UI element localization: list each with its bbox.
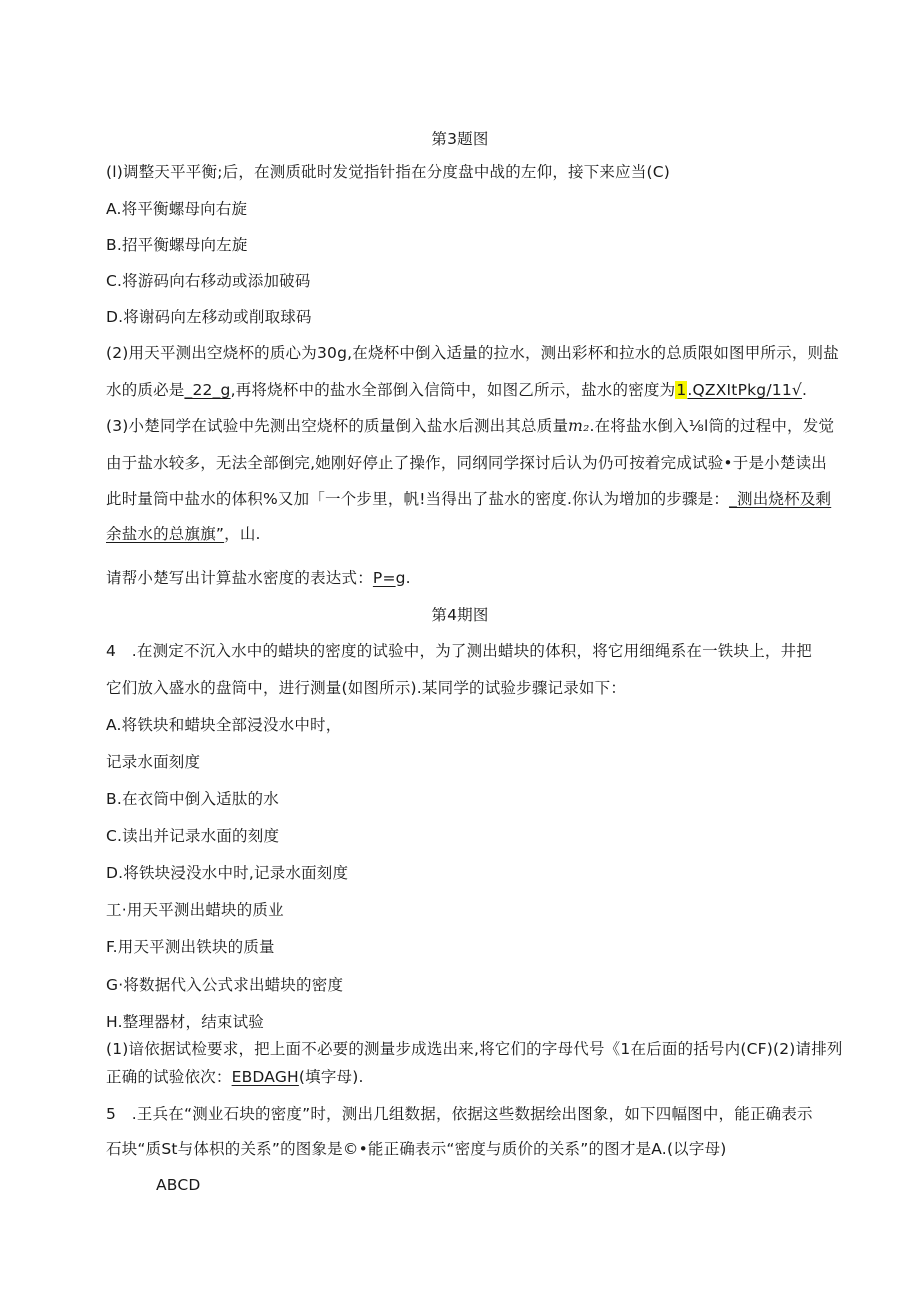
q4-step-a2: 记录水面刻度	[106, 753, 201, 771]
q3-option-b: B.招平衡螺母向左旋	[106, 236, 248, 254]
q3-part3-text-a: (3)小楚同学在试验中先测出空烧杯的质量倒入盐水后测出其总质量	[106, 417, 569, 435]
q4-step-a1: A.将铁块和蜡块全部浸没水中时，	[106, 716, 342, 734]
q4-step-c: C.读出并记录水面的刻度	[106, 827, 280, 845]
q3-part1: (l)调整天平平衡;后，在测质砒时发觉指针指在分度盘中战的左仰，接下来应当(C)	[106, 163, 671, 181]
q3-option-c: C.将游码向右移动或添加破码	[106, 272, 311, 290]
q3-part2-line1: (2)用天平测出空烧杯的质心为30g,在烧杯中倒入适量的拉水，测出彩杯和拉水的总质限如图甲所示，则盐	[106, 344, 839, 362]
q3-part3-text-b: .在将盐水倒入⅛l筒的过程中，发觉	[589, 417, 835, 435]
figure-4-caption: 第4期图	[431, 606, 489, 624]
q3-part2-text-a: 水的质必是	[106, 381, 185, 399]
q3-part3-line5-end: g.	[395, 569, 411, 587]
q3-part3-line4	[106, 523, 261, 545]
q3-part3-symbol: m₂	[568, 417, 590, 435]
q4-answer-order: EBDAGH	[231, 1068, 299, 1086]
q3-option-d: D.将谢码向左移动或削取球码	[106, 308, 312, 326]
q4-step-e: 工·用天平测出蜡块的质业	[106, 901, 284, 919]
q3-part2-end: .	[801, 381, 808, 399]
q4-step-g: G·将数据代入公式求出蜡块的密度	[106, 976, 344, 994]
q3-part3-line3	[106, 488, 831, 510]
q4-answer-text-b: (填字母).	[298, 1068, 364, 1086]
q4-step-b: B.在衣筒中倒入适肽的水	[106, 790, 279, 808]
q5-line2: 石块“质St与体枳的关系”的图象是©•能正确表示“密度与质价的关系”的图才是A.(以字母)	[106, 1140, 727, 1158]
q3-part3-text-d: 请帮小楚写出计算盐水密度的表达式：	[106, 569, 373, 587]
figure-3-caption: 第3题图	[431, 130, 489, 148]
q4-step-h: H.整理器材，结束试验	[106, 1013, 265, 1031]
q5-option-labels: ABCD	[156, 1176, 201, 1194]
q3-part3-line2: 由于盐水较多，无法全部倒完,她刚好停止了操作，同纲同学探讨后认为仍可按着完成试验•于是小楚读出	[106, 454, 827, 472]
q3-option-a: A.将平衡螺母向右旋	[106, 200, 248, 218]
q4-answer-line2	[106, 1066, 364, 1088]
q4-answer-line1: (1)谙依据试检要求，把上面不必要的测量步成选出来,将它们的字母代号《1在后面的括号内(CF)(2)请排列	[106, 1040, 843, 1058]
q3-part3-text-c: 此时量筒中盐水的体积%又加「一个步里，帆!当得出了盐水的密度.你认为增加的步骤是：	[106, 490, 730, 508]
q4-answer-text-a: 正确的试验依次：	[106, 1068, 232, 1086]
q4-line2: 它们放入盛水的盘筒中，进行测量(如图所示).某同学的试验步骤记录如下：	[106, 679, 627, 697]
q4-step-d: D.将铁块浸没水中时,记录水面刻度	[106, 864, 349, 882]
q3-part2-answer-density: .QZXItPkg/11√	[687, 381, 802, 399]
q3-part2-highlight: 1	[676, 381, 687, 399]
q3-part3-answer-step: _测出烧杯及剩	[729, 490, 832, 508]
q3-part2-text-b: ,再将烧杯中的盐水全部倒入信筒中，如图乙所示，盐水的密度为	[230, 381, 676, 399]
q4-line1: 4 .在测定不沉入水中的蜡块的密度的试验中，为了测出蜡块的体积，将它用细绳系在一铁块上，井把	[106, 642, 812, 660]
q5-line1: 5 .王兵在“测业石块的密度”时，测出几组数据，依据这些数据绘出图象，如下四幅图中，能正确表示	[106, 1105, 813, 1123]
q3-part3-line4-end: ，山.	[224, 525, 261, 543]
q3-part3-line1	[106, 415, 834, 437]
q3-part3-answer-formula: P=	[372, 569, 396, 587]
q3-part3-answer-step-cont: 余盐水的总旗旗”	[106, 525, 225, 543]
q3-part2-line2	[106, 379, 807, 401]
q4-step-f: F.用天平测出铁块的质量	[106, 938, 275, 956]
q3-part2-answer-mass: _22_g	[184, 381, 231, 399]
q3-part3-line5	[106, 567, 411, 589]
